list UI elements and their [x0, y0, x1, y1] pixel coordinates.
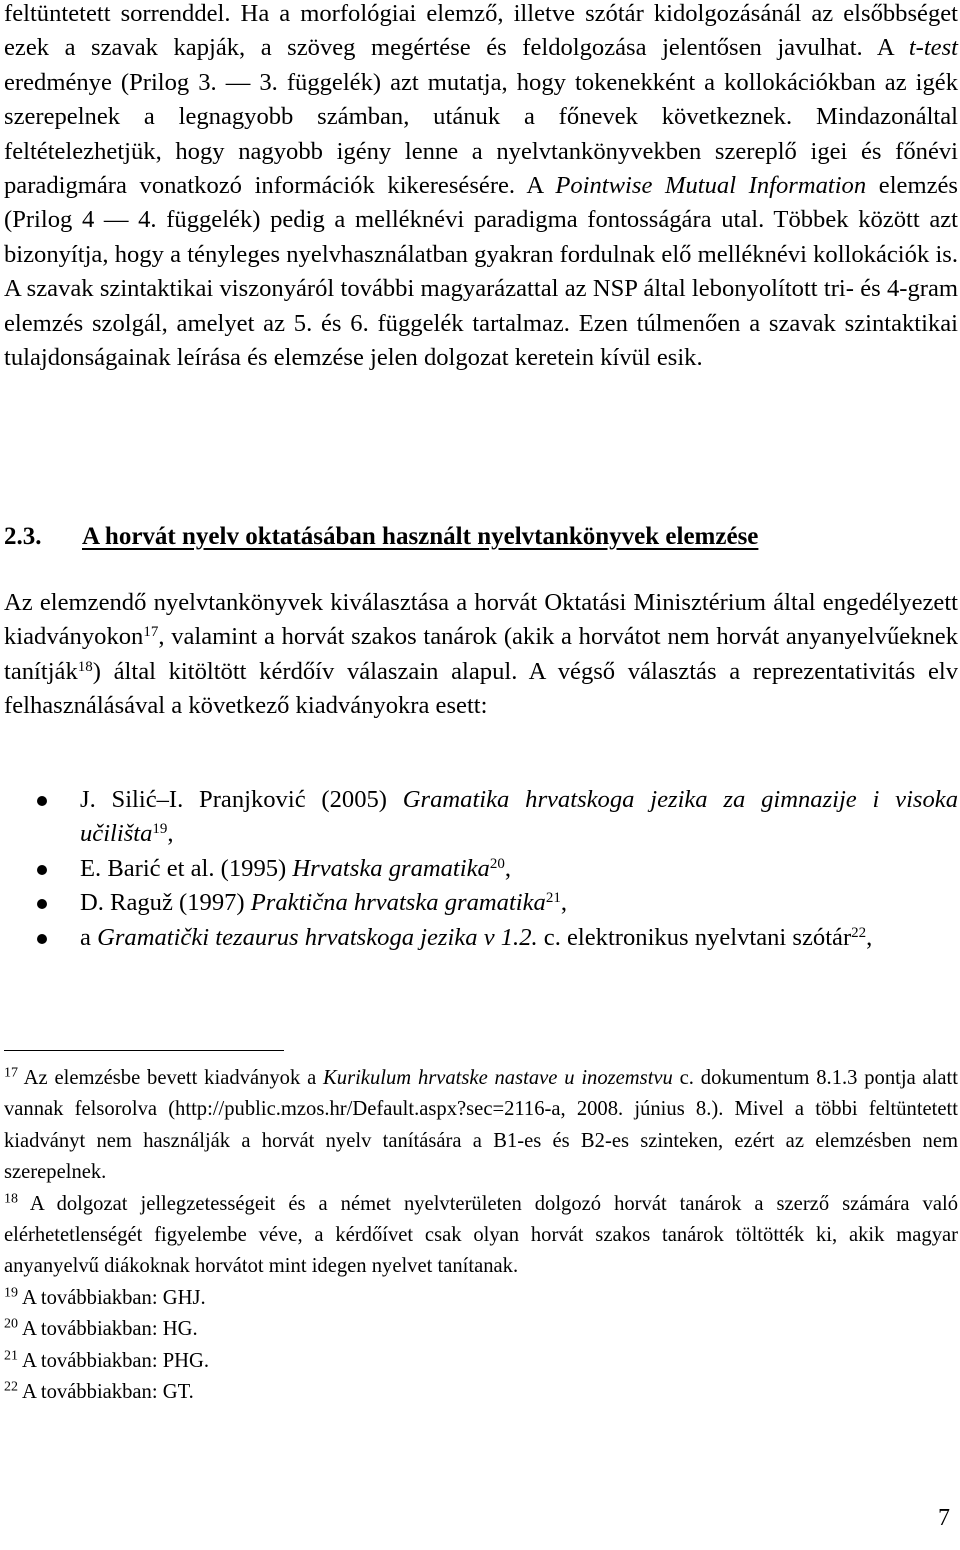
paragraph-text: ) által kitöltött kérdőív válaszain alapul. A végső választás a reprezentativitás elv felhasználásával a következő kiadványokra esett:	[4, 657, 958, 720]
footnote-divider	[4, 1050, 284, 1051]
paragraph-text: feltüntetett sorrenddel. Ha a morfológiai elemző, illetve szótár kidolgozásánál az elsőbbséget ezek a szavak kapják, a szöveg megértése és feldolgozása jelentősen javulhat. A	[4, 0, 958, 62]
footnote-text: c. dokumentum 8.1.3 pontja alatt vannak felsorolva (http://public.mzos.hr/Default.aspx?sec=2116-a, 2008. június 8.). Mivel a többi feltüntetett kiadványt nem használják a horvát nyelv tanítására a B1-es és B2-es szinteken, ezért az elemzésben nem szerepelnek.	[4, 1067, 958, 1184]
paragraph-text: , valamint a horvát szakos tanárok (akik a horvátot nem horvát anyanyelvűeknek tanítják	[4, 623, 958, 685]
footnote-italic: Kurikulum hrvatske nastave u inozemstvu	[323, 1067, 673, 1089]
footnote-number: 19	[4, 1285, 18, 1301]
footnote-ref[interactable]: 22	[851, 924, 867, 941]
footnote-19	[4, 1283, 958, 1314]
section-heading	[4, 519, 958, 555]
footnote-ref[interactable]: 19	[152, 821, 168, 838]
list-item	[4, 783, 958, 852]
footnote-21	[4, 1346, 958, 1377]
section-title: A horvát nyelv oktatásában használt nyelvtankönyvek elemzése	[82, 523, 759, 550]
footnote-text: A továbbiakban: GT.	[18, 1381, 194, 1404]
bullet-icon	[37, 865, 47, 875]
paragraph-text: eredménye (Prilog 3. — 3. függelék) azt mutatja, hogy tokenekként a kollokációkban az igék szerepelnek a legnagyobb számban, utánuk a főnevek következnek. Mindazonáltal feltételezhetjük, hogy nagyobb igény lenne a nyelvtankönyvekben szereplő igei és főnévi paradigmára vonatkozó információk kikeresésére. A	[4, 68, 958, 200]
footnote-text: A továbbiakban: HG.	[18, 1318, 198, 1341]
list-item-author: a	[80, 923, 98, 951]
paragraph-text: Az elemzendő nyelvtankönyvek kiválasztása a horvát Oktatási Minisztérium által engedélyezett kiadványokon	[4, 589, 958, 651]
list-item	[4, 921, 958, 955]
paragraph-selection	[4, 586, 958, 724]
list-item-description: c. elektronikus nyelvtani szótár	[537, 923, 852, 951]
footnotes	[4, 1063, 958, 1408]
list-item-author: E. Barić et al. (1995)	[80, 854, 293, 882]
list-item-title: Gramatika hrvatskoga jezika za gimnazije i visoka učilišta	[80, 786, 958, 848]
italic-term: t-test	[908, 34, 958, 62]
section-number: 2.3.	[4, 523, 42, 550]
list-item-punct: ,	[167, 820, 174, 848]
list-item	[4, 852, 958, 886]
list-item-punct: ,	[866, 923, 873, 951]
footnote-ref[interactable]: 18	[77, 658, 93, 675]
list-item-punct: ,	[504, 854, 511, 882]
footnote-20	[4, 1314, 958, 1345]
footnote-number: 18	[4, 1190, 18, 1206]
footnote-text: A dolgozat jellegzetességeit és a német nyelvterületen dolgozó horvát tanárok a szerző számára való elérhetetlenségét figyelembe véve, a kérdőívet csak olyan horvát szakos tanárok töltötték ki, akik magyar anyanyelvű diákoknak horvátot mint idegen nyelvet tanítanak.	[4, 1192, 958, 1278]
list-item-author: D. Raguž (1997)	[80, 889, 251, 917]
footnote-text: A továbbiakban: GHJ.	[18, 1286, 206, 1309]
footnote-ref[interactable]: 17	[143, 624, 159, 641]
page-number: 7	[938, 1505, 950, 1531]
footnote-ref[interactable]: 20	[489, 855, 505, 872]
list-item-title: Hrvatska gramatika	[292, 854, 490, 882]
list-item-title: Praktična hrvatska gramatika	[250, 889, 546, 917]
paragraph-intro	[4, 0, 958, 375]
footnote-number: 22	[4, 1379, 18, 1395]
footnote-17	[4, 1063, 958, 1189]
footnote-text: Az elemzésbe bevett kiadványok a	[18, 1067, 324, 1089]
footnote-number: 21	[4, 1347, 18, 1363]
list-item-author: J. Silić–I. Pranjković (2005)	[80, 786, 403, 813]
bullet-icon	[37, 899, 47, 909]
list-item-punct: ,	[560, 889, 567, 917]
bullet-icon	[37, 934, 47, 944]
footnote-text: A továbbiakban: PHG.	[18, 1349, 210, 1372]
footnote-22	[4, 1377, 958, 1408]
footnote-number: 17	[4, 1065, 18, 1081]
list-item	[4, 886, 958, 920]
bullet-icon	[37, 796, 47, 806]
footnote-number: 20	[4, 1316, 18, 1332]
footnote-18	[4, 1189, 958, 1283]
textbook-list	[4, 783, 958, 955]
italic-term: Pointwise Mutual Information	[555, 172, 867, 200]
list-item-title: Gramatički tezaurus hrvatskoga jezika v 1.2.	[97, 923, 538, 951]
paragraph-text: elemzés (Prilog 4 — 4. függelék) pedig a melléknévi paradigma fontosságára utal. Többek között azt bizonyítja, hogy a tényleges nyelvhasználatban gyakran fordulnak elő melléknévi kollokációk is. A szavak szintaktikai viszonyáról további magyarázattal az NSP által lebonyolított tri- és 4-gram elemzés szolgál, amelyet az 5. és 6. függelék tartalmaz. Ezen túlmenően a szavak szintaktikai tulajdonságainak leírása és elemzése jelen dolgozat keretein kívül esik.	[4, 172, 958, 372]
footnote-ref[interactable]: 21	[545, 889, 561, 906]
